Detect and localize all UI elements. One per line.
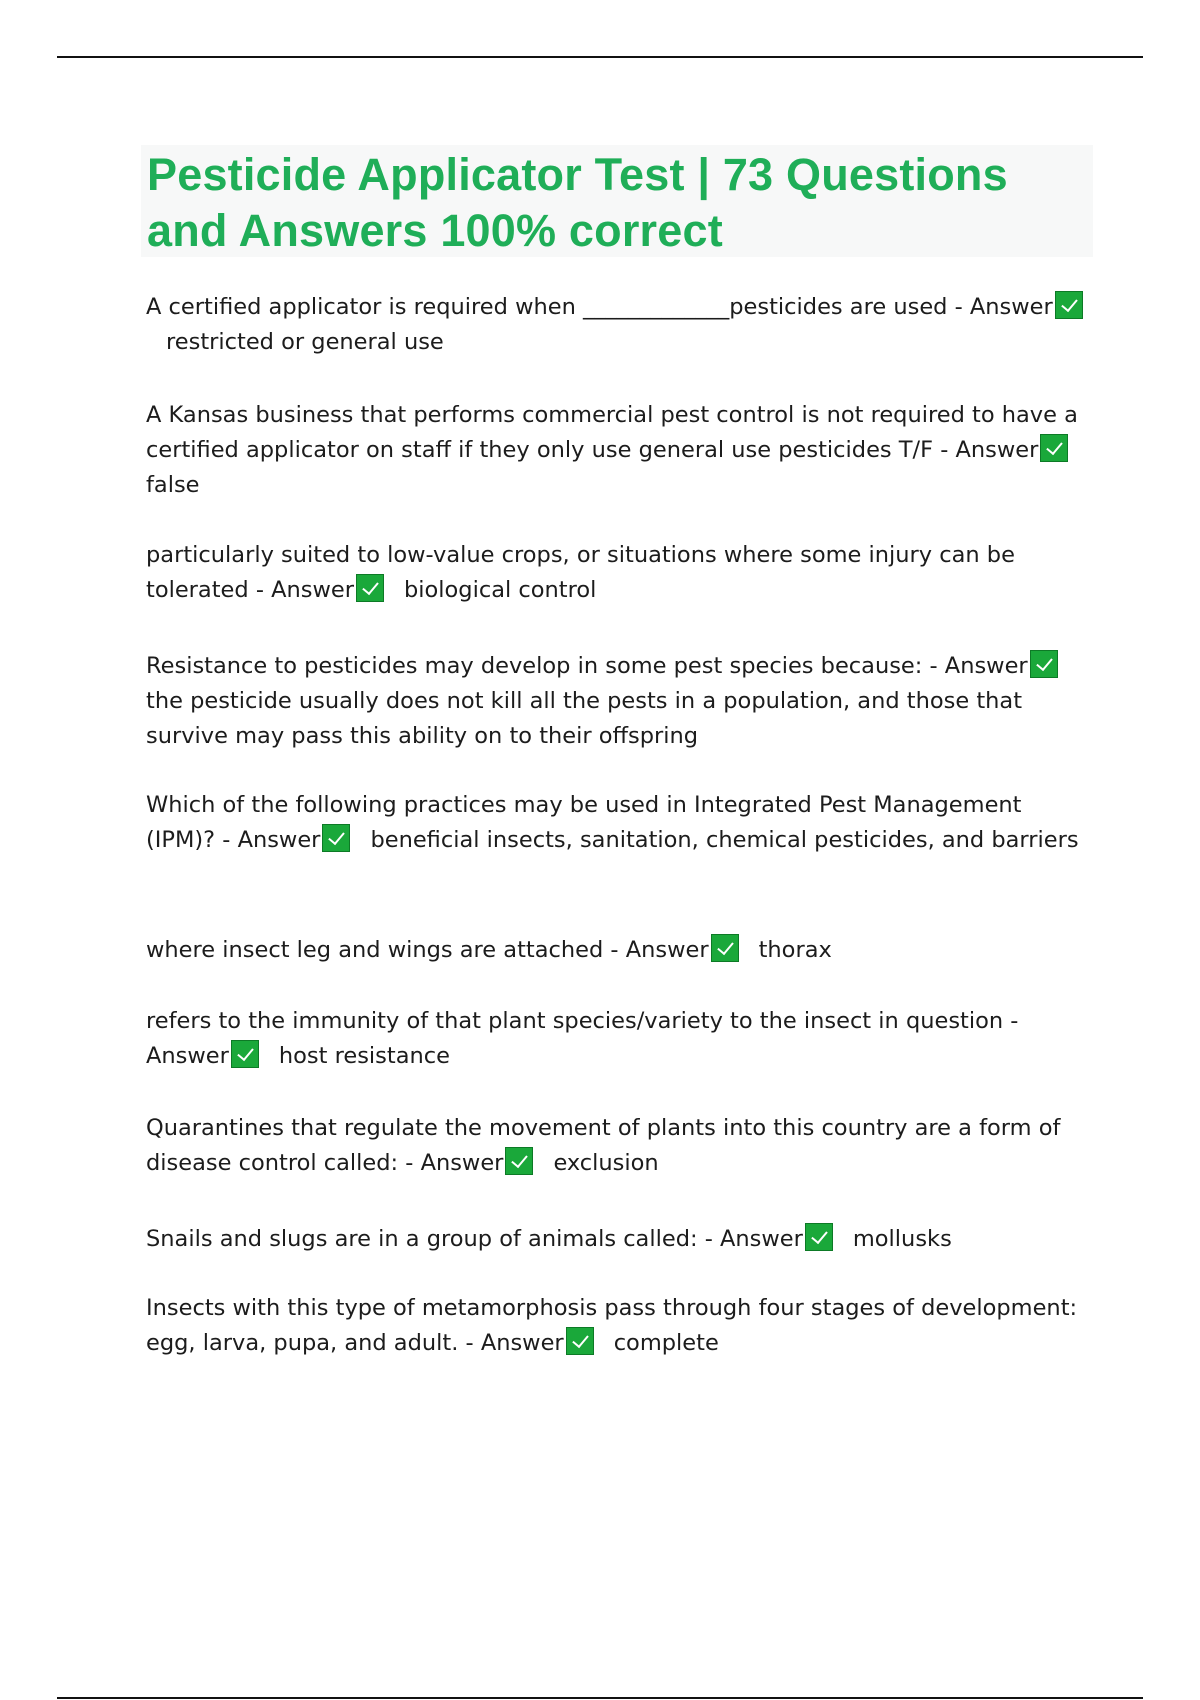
question-text: Quarantines that regulate the movement of plants into this country are a form of disease control called: xyxy=(146,1115,1061,1176)
green-checkmark-icon xyxy=(805,1223,833,1251)
page-top-rule xyxy=(57,56,1143,58)
answer-label: Answer xyxy=(480,1330,564,1356)
answer-text: biological control xyxy=(403,577,597,603)
answer-label: Answer xyxy=(271,577,354,603)
qa-item-10: Insects with this type of metamorphosis pass through four stages of development: egg, larva, pupa, and adult. - Answer complete xyxy=(146,1295,1078,1356)
question-text: Which of the following practices may be used in Integrated Pest Management (IPM)? xyxy=(146,792,1022,853)
green-checkmark-icon xyxy=(356,574,384,602)
green-checkmark-icon xyxy=(505,1147,533,1175)
question-text: Resistance to pesticides may develop in some pest species because: xyxy=(146,653,923,679)
qa-item-3: particularly suited to low-value crops, or situations where some injury can be tolerated - Answer biological control xyxy=(146,542,1015,603)
qa-item-6: where insect leg and wings are attached - Answer thorax xyxy=(146,933,1096,968)
answer-text: host resistance xyxy=(278,1043,450,1069)
qa-item-8: Quarantines that regulate the movement of plants into this country are a form of disease control called: - Answer exclusion xyxy=(146,1115,1061,1176)
green-checkmark-icon xyxy=(711,934,739,962)
answer-label: Answer xyxy=(720,1226,803,1252)
green-checkmark-icon xyxy=(1055,291,1083,319)
question-text: A Kansas business that performs commercial pest control is not required to have a certified applicator on staff if they only use general use pesticides T/F xyxy=(146,402,1078,463)
answer-label: Answer xyxy=(944,653,1028,679)
answer-text: the pesticide usually does not kill all the pests in a population, and those that survive may pass this ability on to their offspring xyxy=(146,688,1023,749)
question-text: where insect leg and wings are attached xyxy=(146,937,604,963)
answer-text: complete xyxy=(613,1330,719,1356)
qa-item-4: Resistance to pesticides may develop in some pest species because: - Answer the pesticide usually does not kill all the pests in a population, and those that survive may pass this ability on to their offspring xyxy=(146,649,1096,754)
document-title: Pesticide Applicator Test | 73 Questions and Answers 100% correct xyxy=(147,149,1008,256)
answer-label: Answer xyxy=(969,294,1053,320)
page-bottom-rule xyxy=(57,1697,1143,1699)
answer-text: thorax xyxy=(758,937,832,963)
answer-label: Answer xyxy=(625,937,709,963)
green-checkmark-icon xyxy=(231,1040,259,1068)
answer-text: restricted or general use xyxy=(166,329,444,355)
qa-item-2: A Kansas business that performs commercial pest control is not required to have a certified applicator on staff if they only use general use pesticides T/F - Answer false xyxy=(146,402,1078,498)
question-text: Snails and slugs are in a group of animals called: xyxy=(146,1226,698,1252)
green-checkmark-icon xyxy=(1040,434,1068,462)
answer-label: Answer xyxy=(237,827,321,853)
answer-text: exclusion xyxy=(553,1150,659,1176)
answer-text: beneficial insects, sanitation, chemical pesticides, and barriers xyxy=(370,827,1079,853)
answer-text: mollusks xyxy=(852,1226,952,1252)
green-checkmark-icon xyxy=(322,824,350,852)
question-text: particularly suited to low-value crops, or situations where some injury can be tolerated xyxy=(146,542,1015,603)
qa-item-7: refers to the immunity of that plant species/variety to the insect in question - Answer host resistance xyxy=(146,1008,1019,1069)
question-text: refers to the immunity of that plant species/variety to the insect in question xyxy=(146,1008,1004,1034)
title-block xyxy=(141,145,1093,257)
answer-text: false xyxy=(146,472,200,498)
qa-item-5: Which of the following practices may be used in Integrated Pest Management (IPM)? - Answer beneficial insects, sanitation, chemical pesticides, and barriers xyxy=(146,792,1079,853)
qa-item-9: Snails and slugs are in a group of animals called: - Answer mollusks xyxy=(146,1222,1096,1257)
question-text: Insects with this type of metamorphosis pass through four stages of development: egg, larva, pupa, and adult. xyxy=(146,1295,1078,1356)
green-checkmark-icon xyxy=(1030,650,1058,678)
answer-label: Answer xyxy=(955,437,1039,463)
qa-item-1: A certified applicator is required when _____________pesticides are used - Answerrestricted or general use xyxy=(146,290,1096,360)
answer-label: Answer xyxy=(146,1043,229,1069)
green-checkmark-icon xyxy=(566,1327,594,1355)
question-text: A certified applicator is required when _____________pesticides are used xyxy=(146,294,948,320)
answer-label: Answer xyxy=(420,1150,504,1176)
